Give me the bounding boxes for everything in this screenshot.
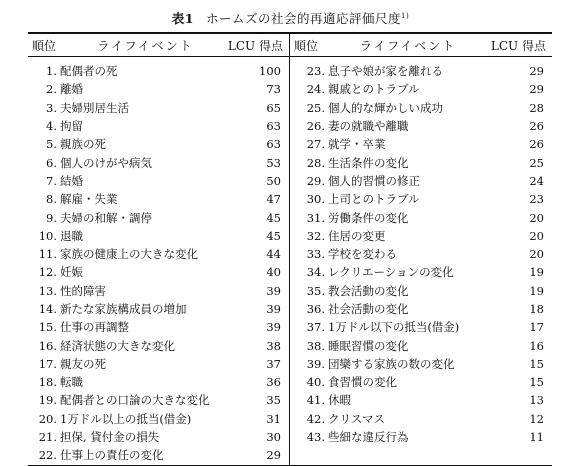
row-event: 妻の就職や離職: [328, 119, 409, 134]
table-row: [28, 300, 289, 318]
row-event: 食習慣の変化: [328, 375, 397, 390]
table-body: [28, 57, 552, 465]
table-row: [28, 99, 289, 117]
row-lcu-score: 50: [266, 173, 281, 188]
row-rank: 41.: [306, 393, 325, 408]
row-event: 夫婦別居生活: [60, 100, 129, 115]
row-event: 就学・卒業: [328, 137, 386, 152]
row-lcu-score: 13: [529, 393, 544, 408]
table-row: [28, 62, 289, 80]
row-event: クリスマス: [328, 411, 386, 426]
row-rank: 14.: [38, 302, 57, 316]
row-event: 転職: [60, 375, 83, 390]
row-event: 仕事上の責任の変化: [60, 448, 164, 463]
row-event: 拘留: [60, 119, 83, 134]
row-event: 結婚: [60, 173, 83, 188]
table-row: [28, 373, 289, 391]
table-row: [28, 336, 289, 354]
row-rank: 4.: [46, 119, 57, 134]
header-rank: 順位: [294, 38, 319, 53]
row-event: 住居の変更: [328, 228, 386, 243]
table-row: [290, 300, 552, 318]
table-row: [28, 410, 289, 428]
table-row: [290, 117, 552, 135]
table-row: [28, 318, 289, 336]
row-lcu-score: 20: [529, 210, 544, 225]
table-row: [290, 263, 552, 281]
row-event: 労働条件の変化: [328, 210, 409, 225]
table-row: [290, 190, 552, 208]
row-rank: 11.: [38, 247, 57, 262]
row-rank: 31.: [306, 210, 325, 225]
row-event: 仕事の再調整: [60, 320, 129, 335]
row-rank: 19.: [38, 393, 57, 408]
row-lcu-score: 39: [266, 320, 281, 335]
life-events-table: [28, 32, 552, 466]
right-column: [290, 57, 552, 465]
table-row: [290, 172, 552, 190]
row-event: 個人のけがや病気: [60, 155, 152, 170]
table-title: ホームズの社会的再適応評価尺度: [206, 11, 402, 26]
row-event: レクリエーションの変化: [328, 265, 454, 280]
row-rank: 23.: [306, 64, 325, 79]
row-rank: 15.: [38, 320, 57, 335]
row-rank: 22.: [38, 448, 57, 463]
row-event: 配偶者の死: [60, 64, 118, 79]
row-event: 休暇: [328, 393, 351, 408]
table-row: [290, 245, 552, 263]
row-lcu-score: 37: [266, 356, 281, 371]
row-rank: 16.: [38, 338, 57, 353]
row-lcu-score: 38: [266, 338, 281, 353]
table-row: [28, 446, 289, 464]
row-rank: 27.: [306, 137, 325, 152]
table-row: [290, 282, 552, 300]
table-row: [28, 135, 289, 153]
row-rank: 21.: [38, 430, 57, 445]
row-rank: 32.: [306, 228, 325, 243]
row-lcu-score: 31: [266, 411, 281, 426]
table-row: [290, 99, 552, 117]
row-lcu-score: 35: [266, 393, 281, 408]
table-row: [28, 282, 289, 300]
table-row: [28, 172, 289, 190]
row-event: 夫婦の和解・調停: [60, 210, 152, 225]
row-event: 教会活動の変化: [328, 283, 409, 298]
left-column: [28, 57, 290, 465]
row-lcu-score: 63: [266, 119, 281, 134]
row-rank: 34.: [306, 265, 325, 280]
table-row: [28, 428, 289, 446]
table-row: [290, 355, 552, 373]
row-event: 退職: [60, 228, 83, 243]
row-lcu-score: 15: [529, 375, 544, 390]
table-row: [28, 391, 289, 409]
row-rank: 24.: [306, 82, 325, 97]
table-row: [290, 336, 552, 354]
table-row: [28, 153, 289, 171]
row-lcu-score: 11: [529, 430, 544, 445]
row-event: 家族の健康上の大きな変化: [60, 247, 198, 262]
row-rank: 2.: [46, 82, 57, 97]
row-event: 些細な違反行為: [328, 430, 409, 445]
table-caption: [0, 9, 581, 27]
row-lcu-score: 39: [266, 283, 281, 298]
row-lcu-score: 20: [529, 247, 544, 262]
row-event: 新たな家族構成員の増加: [60, 302, 187, 316]
row-event: 離婚: [60, 82, 83, 97]
row-lcu-score: 20: [529, 228, 544, 243]
row-event: 個人的な輝かしい成功: [328, 100, 443, 115]
row-lcu-score: 65: [266, 100, 281, 115]
table-row: [28, 190, 289, 208]
header-event: ライフイベント: [97, 38, 194, 53]
row-lcu-score: 25: [529, 155, 544, 170]
row-rank: 3.: [46, 100, 57, 115]
table-row: [290, 428, 552, 446]
table-row: [28, 80, 289, 98]
row-lcu-score: 28: [529, 100, 544, 115]
table-row: [290, 410, 552, 428]
row-lcu-score: 15: [529, 356, 544, 371]
row-lcu-score: 36: [266, 375, 281, 390]
row-lcu-score: 40: [266, 265, 281, 280]
table-row: [28, 227, 289, 245]
row-lcu-score: 23: [529, 192, 544, 207]
table-row: [290, 373, 552, 391]
row-rank: 5.: [46, 137, 57, 152]
row-rank: 25.: [306, 100, 325, 115]
header-lcu: LCU 得点: [490, 38, 546, 53]
table-row: [28, 117, 289, 135]
row-lcu-score: 100: [259, 64, 281, 79]
table-row: [290, 62, 552, 80]
row-rank: 35.: [306, 283, 325, 298]
row-event: 経済状態の大きな変化: [60, 338, 175, 353]
row-event: 生活条件の変化: [328, 155, 409, 170]
row-rank: 43.: [306, 430, 325, 445]
row-event: 団欒する家族の数の変化: [328, 356, 455, 371]
row-rank: 42.: [306, 411, 325, 426]
row-event: 親族の死: [60, 137, 106, 152]
table-number: 表1: [171, 11, 194, 26]
row-lcu-score: 45: [266, 210, 281, 225]
row-event: 上司とのトラブル: [328, 192, 420, 207]
header-rank: 順位: [32, 38, 57, 53]
row-rank: 9.: [46, 210, 57, 225]
row-lcu-score: 18: [529, 302, 544, 316]
row-lcu-score: 47: [266, 192, 281, 207]
header-lcu: LCU 得点: [227, 38, 283, 53]
row-event: 学校を変わる: [328, 247, 397, 262]
row-lcu-score: 12: [529, 411, 544, 426]
row-event: 睡眠習慣の変化: [328, 338, 409, 353]
row-lcu-score: 44: [266, 247, 281, 262]
row-lcu-score: 24: [529, 173, 544, 188]
row-rank: 38.: [306, 338, 325, 353]
row-lcu-score: 19: [529, 265, 544, 280]
row-event: 親戚とのトラブル: [328, 82, 420, 97]
row-event: 解雇・失業: [60, 192, 118, 207]
row-lcu-score: 29: [529, 64, 544, 79]
row-lcu-score: 39: [266, 302, 281, 316]
row-rank: 12.: [38, 265, 57, 280]
row-rank: 13.: [38, 283, 57, 298]
row-lcu-score: 73: [266, 82, 281, 97]
row-rank: 30.: [306, 192, 325, 207]
row-event: 担保, 貸付金の損失: [60, 430, 160, 445]
table-row: [290, 227, 552, 245]
row-rank: 29.: [306, 173, 325, 188]
footnote-ref: 1): [401, 11, 410, 20]
table-row: [290, 208, 552, 226]
row-event: 親友の死: [60, 356, 106, 371]
row-lcu-score: 30: [266, 430, 281, 445]
row-event: 妊娠: [60, 265, 83, 280]
row-rank: 1.: [46, 64, 57, 79]
row-event: 社会活動の変化: [328, 302, 409, 316]
row-event: 1万ドル以下の抵当(借金): [328, 320, 460, 335]
table-row: [290, 153, 552, 171]
row-rank: 39.: [306, 356, 325, 371]
row-lcu-score: 53: [266, 155, 281, 170]
row-rank: 18.: [38, 375, 57, 390]
row-rank: 7.: [46, 173, 57, 188]
row-rank: 6.: [46, 155, 57, 170]
row-event: 性的障害: [60, 283, 106, 298]
table-row: [290, 318, 552, 336]
row-event: 配偶者との口論の大きな変化: [60, 393, 210, 408]
row-rank: 37.: [306, 320, 325, 335]
row-lcu-score: 26: [529, 119, 544, 134]
header-left: [28, 34, 290, 56]
row-rank: 20.: [38, 411, 57, 426]
table-row: [290, 80, 552, 98]
row-lcu-score: 17: [529, 320, 544, 335]
table-row: [28, 245, 289, 263]
row-lcu-score: 26: [529, 137, 544, 152]
row-lcu-score: 29: [529, 82, 544, 97]
row-rank: 17.: [38, 356, 57, 371]
table-row: [290, 391, 552, 409]
row-rank: 8.: [46, 192, 57, 207]
table-row: [28, 355, 289, 373]
row-lcu-score: 45: [266, 228, 281, 243]
row-event: 個人的習慣の修正: [328, 173, 420, 188]
row-rank: 10.: [38, 228, 57, 243]
row-lcu-score: 19: [529, 283, 544, 298]
row-event: 息子や娘が家を離れる: [328, 64, 443, 79]
table-header: [28, 34, 552, 57]
row-rank: 33.: [306, 247, 325, 262]
row-lcu-score: 16: [529, 338, 544, 353]
row-rank: 26.: [306, 119, 325, 134]
row-rank: 40.: [306, 375, 325, 390]
row-lcu-score: 29: [266, 448, 281, 463]
table-row: [28, 208, 289, 226]
header-event: ライフイベント: [359, 38, 457, 53]
row-rank: 28.: [306, 155, 325, 170]
row-lcu-score: 63: [266, 137, 281, 152]
table-row: [28, 263, 289, 281]
table-row: [290, 135, 552, 153]
header-right: [290, 37, 552, 54]
row-rank: 36.: [306, 302, 325, 316]
row-event: 1万ドル以上の抵当(借金): [60, 411, 192, 426]
